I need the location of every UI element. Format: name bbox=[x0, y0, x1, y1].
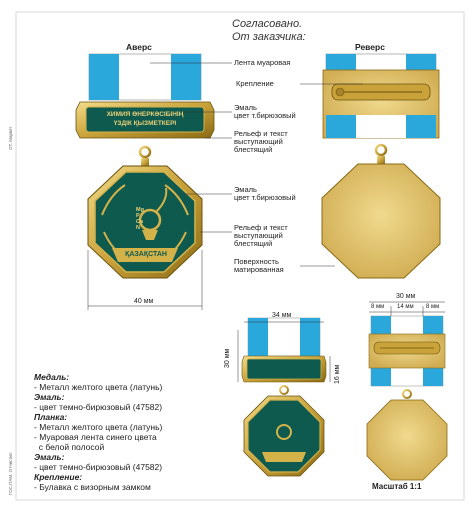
small-obverse-ribbon bbox=[248, 318, 320, 356]
sidebar-top-text: ОТ. Маркет bbox=[8, 126, 13, 150]
obverse-medal bbox=[88, 166, 202, 278]
spec-heading-medal: Медаль: bbox=[34, 372, 70, 382]
callout-ribbon: Лента муаровая bbox=[234, 58, 291, 67]
dim-16mm-vertical: 16 мм bbox=[334, 364, 341, 384]
spec-heading-plank: Планка: bbox=[34, 412, 68, 422]
reverse-medal bbox=[322, 164, 440, 278]
obverse-ring bbox=[140, 147, 150, 166]
small-obverse-plank bbox=[242, 356, 326, 382]
spec-item: - Металл желтого цвета (латунь) bbox=[34, 382, 163, 392]
plank-inscription bbox=[90, 110, 200, 128]
spec-list bbox=[34, 372, 162, 492]
dim-rev-30mm: 30 мм bbox=[396, 293, 416, 300]
approval-header bbox=[232, 18, 306, 44]
callout-fastening: Крепление bbox=[236, 79, 274, 88]
spec-item: - Булавка с визорным замком bbox=[34, 482, 151, 492]
small-obverse-ring bbox=[280, 386, 288, 394]
spec-item: - Металл желтого цвета (латунь) bbox=[34, 422, 163, 432]
small-reverse-plank bbox=[369, 334, 445, 368]
callout-enamel-plank: Эмаль цвет т.бирюзовый bbox=[234, 103, 296, 120]
small-reverse-medal bbox=[367, 400, 447, 480]
dim-rev-8a: 8 мм bbox=[371, 304, 385, 310]
spec-heading-enamel-2: Эмаль: bbox=[34, 452, 65, 462]
scale-label: Масштаб 1:1 bbox=[372, 482, 422, 491]
callout-matte-surface: Поверхность матированная bbox=[234, 257, 284, 274]
reverse-ring bbox=[376, 145, 386, 164]
small-reverse-ring bbox=[403, 390, 411, 398]
spec-item: - Муаровая лента синего цвета bbox=[34, 432, 157, 442]
callout-relief-plank: Рельеф и текст выступающий блестящий bbox=[234, 129, 288, 154]
callout-enamel-medal: Эмаль цвет т.бирюзовый bbox=[234, 185, 296, 202]
dim-30mm-vertical: 30 мм bbox=[224, 348, 231, 368]
small-obverse-medal bbox=[244, 396, 324, 476]
plank-line1: ХИМИЯ ӨНЕРКӘСІБІНІҢ bbox=[106, 111, 184, 118]
plank-line2: ҮЗДІК ҚЫЗМЕТКЕРІ bbox=[113, 120, 177, 127]
approval-line2: От заказчика: bbox=[232, 31, 306, 43]
spec-item: - цвет темно-бирюзовый (47582) bbox=[34, 462, 163, 472]
chem-symbols: Mg P Ca N bbox=[136, 207, 144, 231]
sidebar-bottom-text: ГОС.ПАМ. Отчистил bbox=[8, 452, 13, 495]
dim-40mm: 40 мм bbox=[134, 298, 154, 305]
obverse-title: Аверс bbox=[126, 42, 152, 52]
spec-item: - цвет темно-бирюзовый (47582) bbox=[34, 402, 163, 412]
dim-rev-14: 14 мм bbox=[397, 304, 414, 310]
spec-heading-fastening: Крепление: bbox=[34, 472, 83, 482]
dim-rev-8b: 8 мм bbox=[426, 304, 440, 310]
spec-heading-enamel: Эмаль: bbox=[34, 392, 65, 402]
dim-34mm: 34 мм bbox=[272, 312, 292, 319]
callout-relief-medal: Рельеф и текст выступающий блестящий bbox=[234, 223, 288, 248]
obverse-ribbon bbox=[89, 54, 201, 100]
reverse-plank bbox=[323, 70, 439, 138]
spec-item: с белой полосой bbox=[34, 442, 105, 452]
country-text: ҚАЗАҚСТАН bbox=[125, 251, 167, 258]
reverse-title: Реверс bbox=[355, 42, 385, 52]
approval-line1: Согласовано. bbox=[232, 18, 303, 30]
